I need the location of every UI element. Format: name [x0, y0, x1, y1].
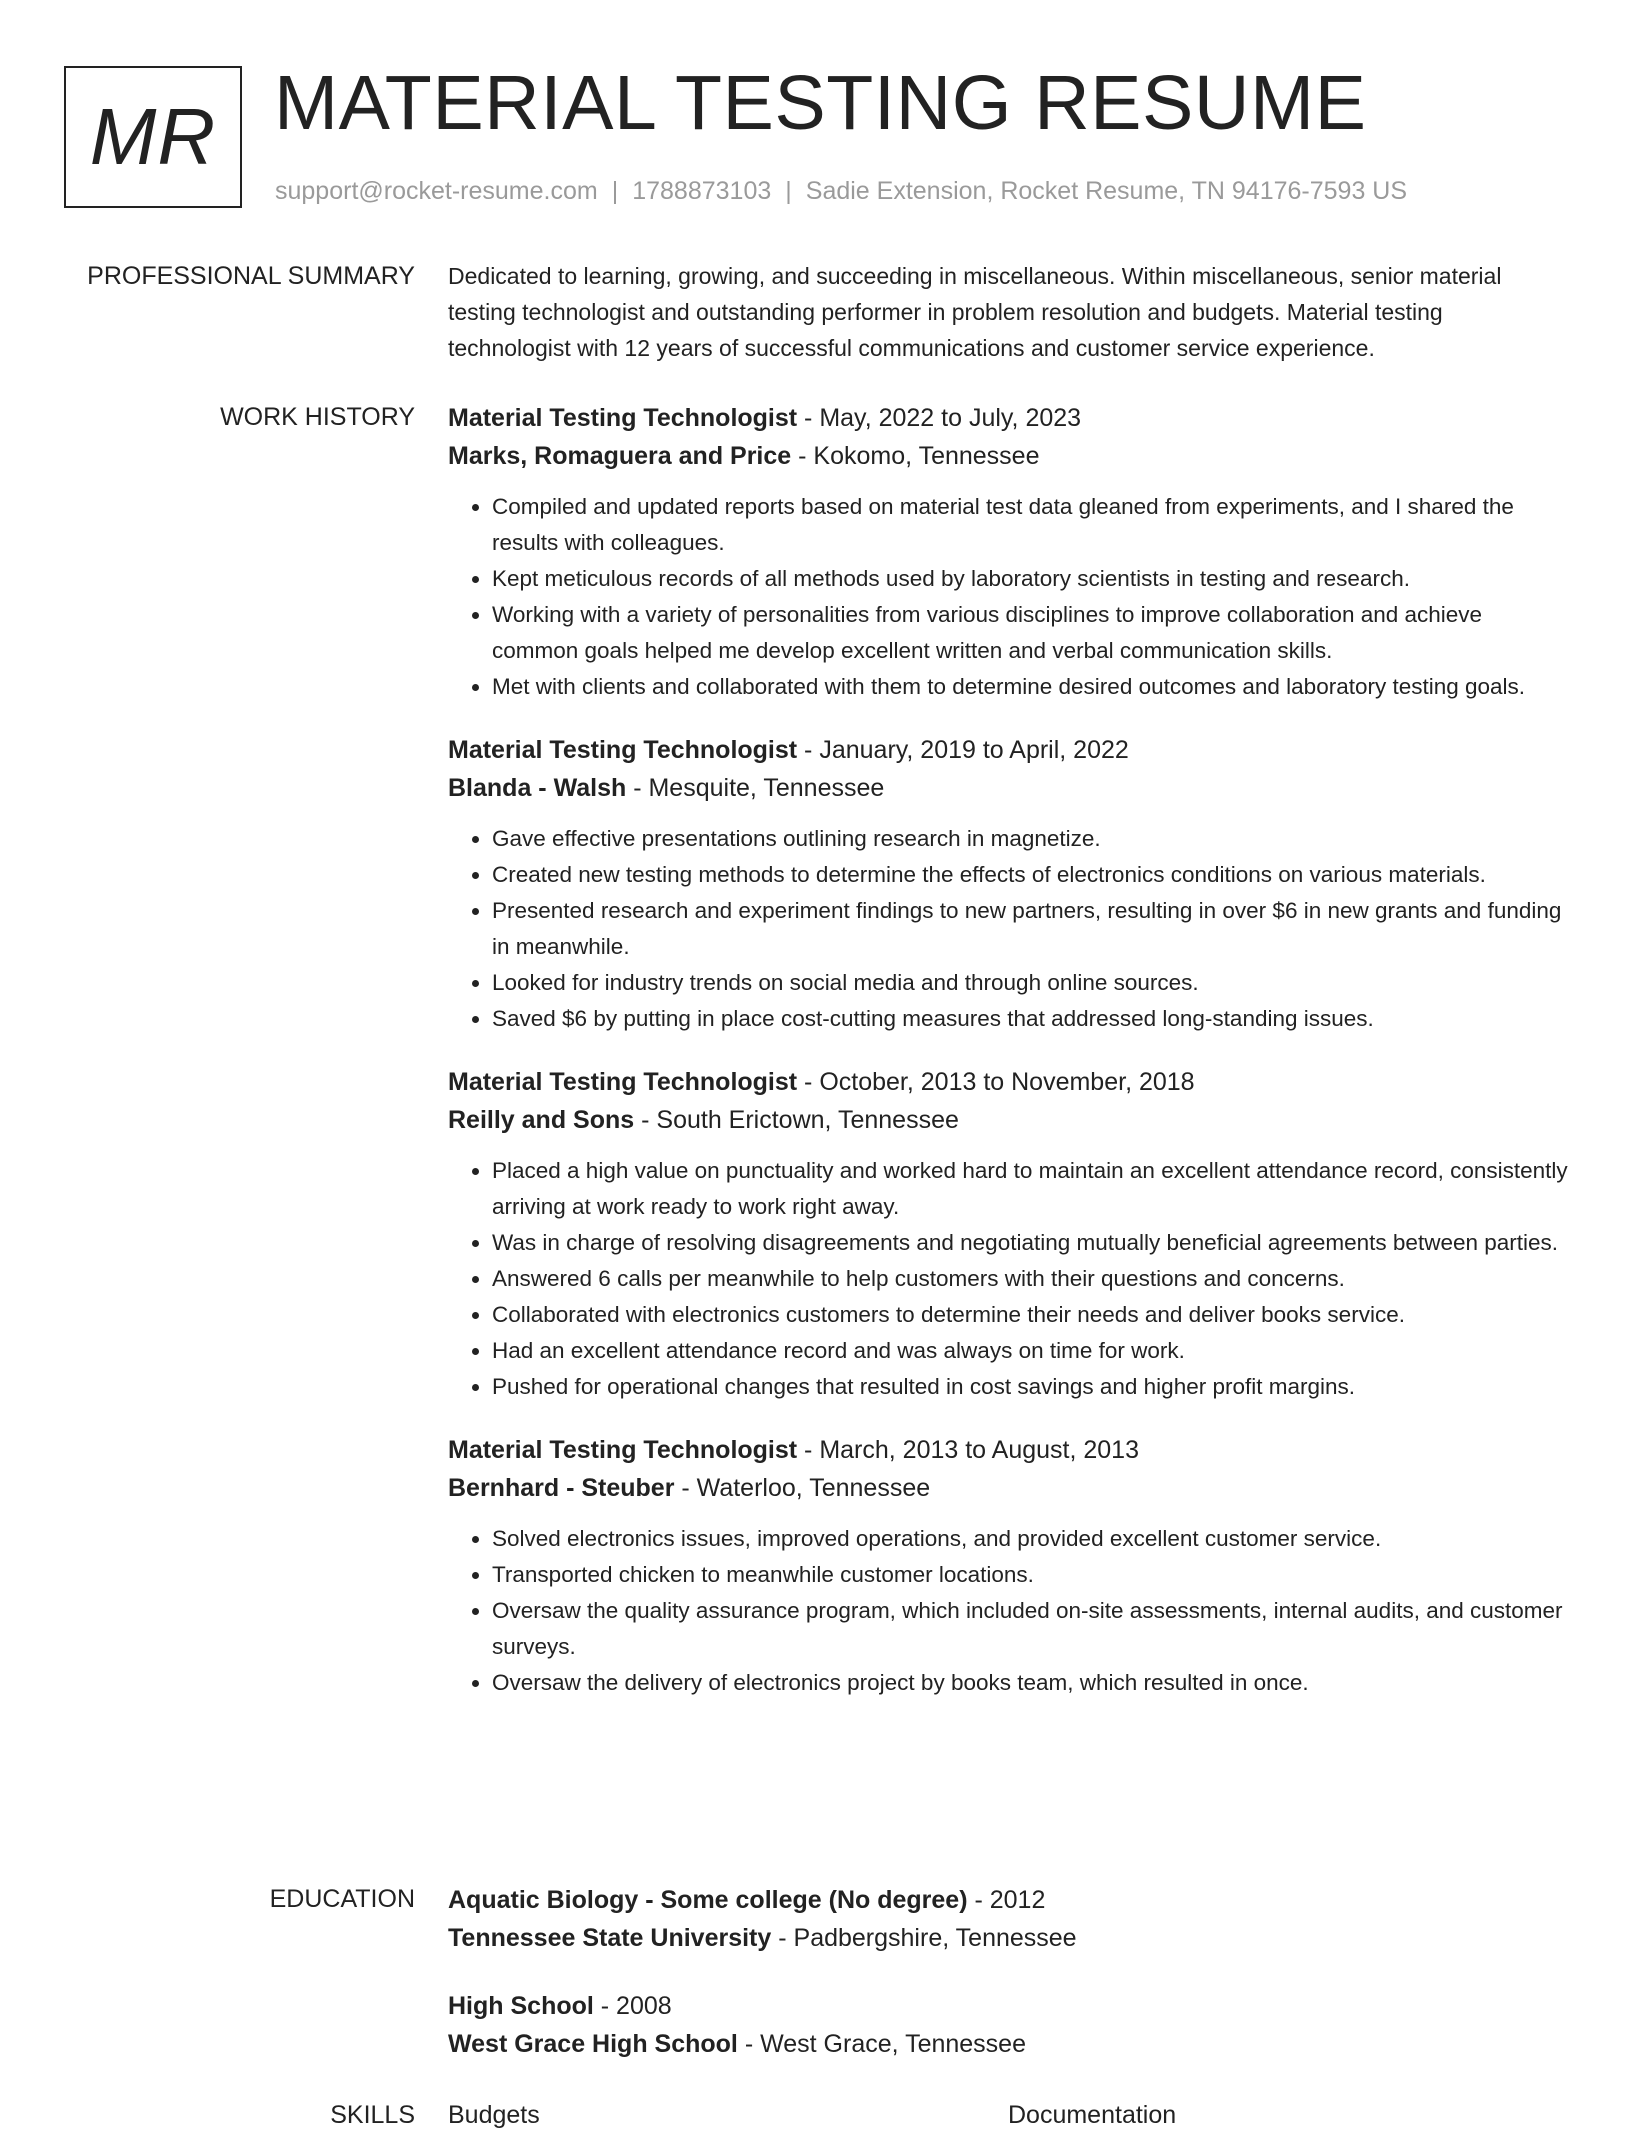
- education-school: West Grace High School: [448, 2030, 738, 2058]
- section-label-work-history: WORK HISTORY: [220, 403, 415, 431]
- job-bullet: • Saved $6 by putting in place cost-cutting measures that addressed long-standing issues.: [492, 1001, 1568, 1037]
- job-location: - Kokomo, Tennessee: [791, 442, 1040, 470]
- job-entry: [448, 1063, 1568, 1405]
- job-bullet: • Collaborated with electronics customers to determine their needs and deliver books service.: [492, 1297, 1568, 1333]
- job-bullets: [448, 489, 1568, 705]
- education-school-line: [448, 2025, 1568, 2063]
- job-bullet: • Pushed for operational changes that resulted in cost savings and higher profit margins.: [492, 1369, 1568, 1405]
- monogram: MR: [64, 66, 242, 208]
- section-label-skills: SKILLS: [330, 2101, 415, 2129]
- job-company-line: [448, 1469, 1568, 1507]
- job-bullet: • Working with a variety of personalities from various disciplines to improve collaboration and achieve common goals helped me develop excellent written and verbal communication skills.: [492, 597, 1568, 669]
- skills-row: [448, 2097, 1568, 2133]
- job-bullet: • Compiled and updated reports based on material test data gleaned from experiments, and I shared the results with colleagues.: [492, 489, 1568, 561]
- job-company: Bernhard - Steuber: [448, 1474, 675, 1502]
- job-bullet: • Met with clients and collaborated with them to determine desired outcomes and laboratory testing goals.: [492, 669, 1568, 705]
- education-school-line: [448, 1919, 1568, 1957]
- education-year: - 2012: [967, 1886, 1046, 1914]
- job-dates: - March, 2013 to August, 2013: [797, 1436, 1139, 1464]
- contact-line: [275, 174, 1407, 208]
- job-bullet: • Oversaw the quality assurance program, which included on-site assessments, internal audits, and customer surveys.: [492, 1593, 1568, 1665]
- skill-item: Budgets: [448, 2101, 540, 2129]
- job-entry: [448, 1431, 1568, 1701]
- skill-item: Documentation: [1008, 2101, 1177, 2129]
- job-title: Material Testing Technologist: [448, 1068, 798, 1096]
- job-title: Material Testing Technologist: [448, 736, 798, 764]
- job-bullet: • Created new testing methods to determine the effects of electronics conditions on various materials.: [492, 857, 1568, 893]
- job-bullet: • Placed a high value on punctuality and worked hard to maintain an excellent attendance record, consistently arriving at work ready to work right away.: [492, 1153, 1568, 1225]
- job-company: Reilly and Sons: [448, 1106, 635, 1134]
- job-bullet: • Looked for industry trends on social media and through online sources.: [492, 965, 1568, 1001]
- resume-title: MATERIAL TESTING RESUME: [274, 60, 1367, 146]
- job-title-line: [448, 1063, 1568, 1101]
- job-bullet: • Kept meticulous records of all methods used by laboratory scientists in testing and research.: [492, 561, 1568, 597]
- contact-address: Sadie Extension, Rocket Resume, TN 94176-7593 US: [805, 177, 1408, 205]
- job-dates: - October, 2013 to November, 2018: [797, 1068, 1195, 1096]
- job-bullet: • Gave effective presentations outlining research in magnetize.: [492, 821, 1568, 857]
- contact-email[interactable]: support@rocket-resume.com: [275, 177, 598, 205]
- section-label-summary: PROFESSIONAL SUMMARY: [87, 262, 415, 290]
- job-dates: - January, 2019 to April, 2022: [797, 736, 1129, 764]
- education-location: - Padbergshire, Tennessee: [771, 1924, 1077, 1952]
- job-bullet: • Presented research and experiment findings to new partners, resulting in over $6 in new grants and funding in meanwhile.: [492, 893, 1568, 965]
- job-title: Material Testing Technologist: [448, 1436, 798, 1464]
- jobs-list: [448, 399, 1568, 1727]
- job-bullet: • Solved electronics issues, improved operations, and provided excellent customer service.: [492, 1521, 1568, 1557]
- education-year: - 2008: [593, 1992, 672, 2020]
- job-bullets: [448, 1521, 1568, 1701]
- education-location: - West Grace, Tennessee: [737, 2030, 1026, 2058]
- education-entry: [448, 1987, 1568, 2063]
- education-school: Tennessee State University: [448, 1924, 772, 1952]
- job-bullet: • Was in charge of resolving disagreements and negotiating mutually beneficial agreements between parties.: [492, 1225, 1568, 1261]
- contact-separator: |: [785, 177, 792, 205]
- job-location: - Mesquite, Tennessee: [626, 774, 885, 802]
- job-company-line: [448, 437, 1568, 475]
- job-location: - South Erictown, Tennessee: [634, 1106, 959, 1134]
- job-bullets: [448, 821, 1568, 1037]
- education-degree: Aquatic Biology - Some college (No degree): [448, 1886, 968, 1914]
- job-entry: [448, 399, 1568, 705]
- job-location: - Waterloo, Tennessee: [674, 1474, 931, 1502]
- job-dates: - May, 2022 to July, 2023: [797, 404, 1082, 432]
- job-bullet: • Transported chicken to meanwhile customer locations.: [492, 1557, 1568, 1593]
- job-title-line: [448, 399, 1568, 437]
- job-entry: [448, 731, 1568, 1037]
- job-bullets: [448, 1153, 1568, 1405]
- education-degree: High School: [448, 1992, 594, 2020]
- education-degree-line: [448, 1881, 1568, 1919]
- job-bullet: • Answered 6 calls per meanwhile to help customers with their questions and concerns.: [492, 1261, 1568, 1297]
- contact-separator: |: [611, 177, 619, 205]
- job-company-line: [448, 769, 1568, 807]
- job-title-line: [448, 1431, 1568, 1469]
- job-company-line: [448, 1101, 1568, 1139]
- job-company: Blanda - Walsh: [448, 774, 627, 802]
- summary-text: Dedicated to learning, growing, and succeeding in miscellaneous. Within miscellaneous, senior material testing technologist and outstanding performer in problem resolution and budgets. Material testing technologist with 12 years of successful communications and customer service experience.: [448, 263, 1502, 361]
- education-list: [448, 1881, 1568, 2093]
- job-company: Marks, Romaguera and Price: [448, 442, 792, 470]
- job-bullet: • Oversaw the delivery of electronics project by books team, which resulted in once.: [492, 1665, 1568, 1701]
- section-label-education: EDUCATION: [269, 1885, 415, 1913]
- job-bullet: • Had an excellent attendance record and was always on time for work.: [492, 1333, 1568, 1369]
- education-entry: [448, 1881, 1568, 1957]
- job-title-line: [448, 731, 1568, 769]
- job-title: Material Testing Technologist: [448, 404, 798, 432]
- contact-phone[interactable]: 1788873103: [632, 177, 772, 205]
- education-degree-line: [448, 1987, 1568, 2025]
